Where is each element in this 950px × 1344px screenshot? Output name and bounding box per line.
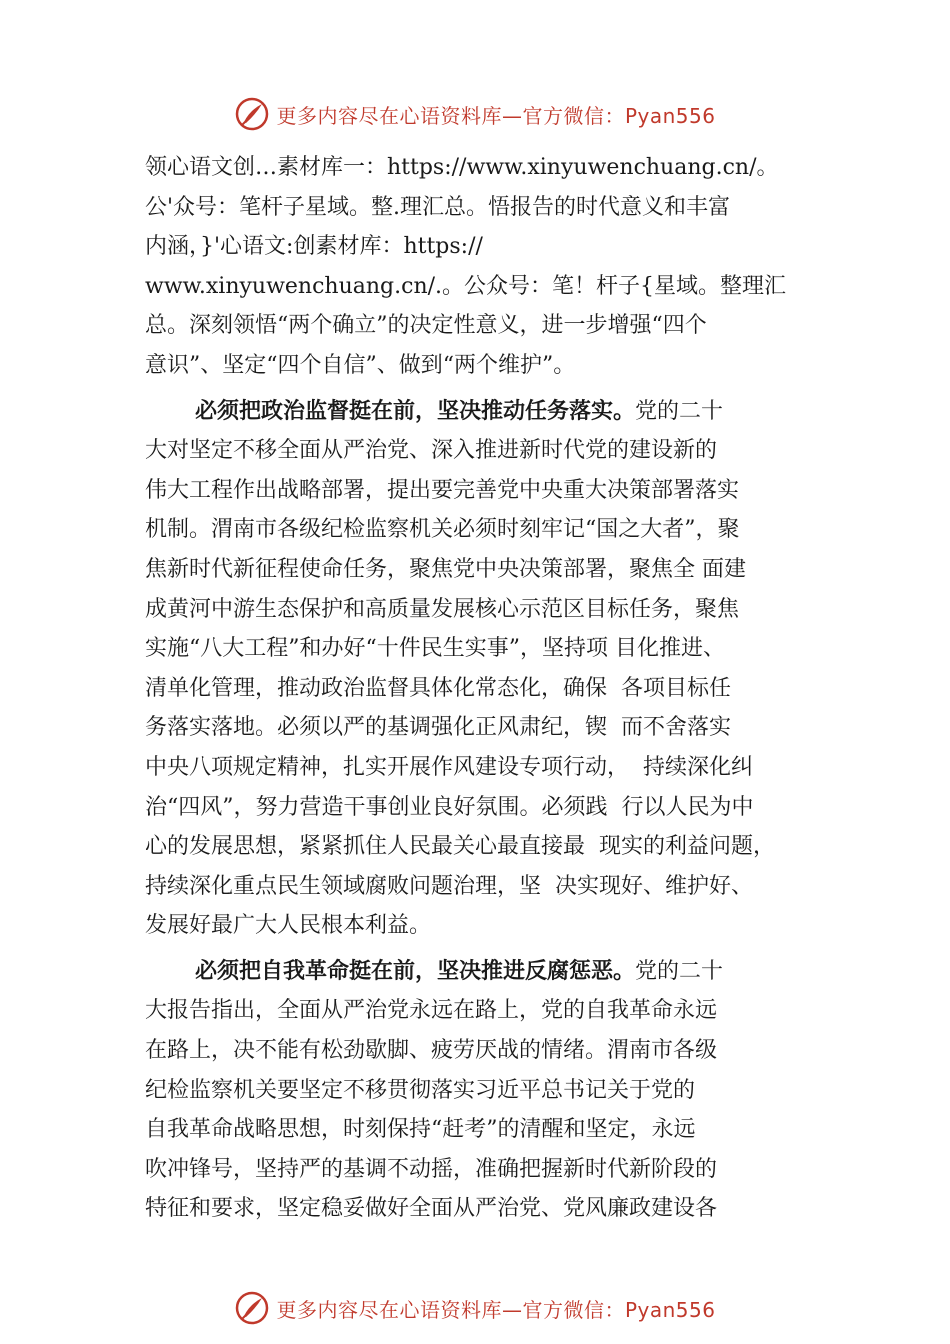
text-line: 纪检监察机关要坚定不移贯彻落实习近平总书记关于党的 <box>145 1077 696 1103</box>
text-line: 大对坚定不移全面从严治党、深入推进新时代党的建设新的 <box>145 438 718 464</box>
text-line: 总。深刻领悟“两个确立”的决定性意义，进一步增强“四个 <box>145 313 707 339</box>
text-line: 吹冲锋号，坚持严的基调不动摇，准确把握新时代新阶段的 <box>145 1156 718 1182</box>
paragraph-3 <box>145 952 845 1229</box>
text-line: 特征和要求，坚定稳妥做好全面从严治党、党风廉政建设各 <box>145 1196 718 1222</box>
header-banner-text: 更多内容尽在心语资料库—官方微信：Pyan556 <box>276 103 716 128</box>
text-line: 公'众号：笔杆子星域。整.理汇总。悟报告的时代意义和丰富 <box>145 194 731 220</box>
text-line: 领心语文创…素材库一：https://www.xinyuwenchuang.cn/。 <box>145 155 779 180</box>
text-line: 发展好最广大人民根本利益。 <box>145 913 432 939</box>
paragraph-2 <box>145 392 845 946</box>
text-line: 心的发展思想，紧紧抓住人民最关心最直接最 现实的利益问题， <box>145 834 775 860</box>
text-line: 务落实落地。必须以严的基调强化正风肃纪，锲 而不舍落实 <box>145 715 731 741</box>
paragraph-2-lead: 党的二十 <box>635 398 724 424</box>
quill-seal-icon <box>234 96 270 132</box>
text-line: 自我革命战略思想，时刻保持“赶考”的清醒和坚定，永远 <box>145 1117 696 1143</box>
text-line: 成黄河中游生态保护和高质量发展核心示范区目标任务，聚焦 <box>145 596 740 622</box>
text-line: 中央八项规定精神，扎实开展作风建设专项行动， 持续深化纠 <box>145 754 753 780</box>
text-line: 实施“八大工程”和办好“十件民生实事”，坚持项 目化推进、 <box>145 636 725 662</box>
quill-seal-icon <box>234 1290 270 1326</box>
paragraph-3-heading: 必须把自我革命挺在前，坚决推进反腐惩恶。 <box>195 958 636 984</box>
text-line: 伟大工程作出战略部署，提出要完善党中央重大决策部署落实 <box>145 477 740 503</box>
text-line: 内涵，}'心语文:创素材库：https:// <box>145 234 483 260</box>
paragraph-1 <box>145 148 845 386</box>
text-line: 意识”、坚定“四个自信”、做到“两个维护”。 <box>145 352 576 378</box>
paragraph-2-first-line <box>145 392 845 432</box>
text-line: 在路上，决不能有松劲歇脚、疲劳厌战的情绪。渭南市各级 <box>145 1038 718 1064</box>
text-line: 持续深化重点民生领域腐败问题治理，坚 决实现好、维护好、 <box>145 873 753 899</box>
footer-banner-text: 更多内容尽在心语资料库—官方微信：Pyan556 <box>276 1297 716 1322</box>
footer-banner <box>0 1286 950 1330</box>
text-line: 大报告指出，全面从严治党永远在路上，党的自我革命永远 <box>145 998 718 1024</box>
paragraph-3-lead: 党的二十 <box>635 958 724 984</box>
text-line: 机制。渭南市各级纪检监察机关必须时刻牢记“国之大者”，聚 <box>145 517 740 543</box>
text-line: 治“四风”，努力营造干事创业良好氛围。必须践 行以人民为中 <box>145 794 754 820</box>
document-body <box>145 148 845 1229</box>
text-line: 清单化管理，推动政治监督具体化常态化，确保 各项目标任 <box>145 675 731 701</box>
paragraph-2-heading: 必须把政治监督挺在前，坚决推动任务落实。 <box>195 398 636 424</box>
header-banner <box>0 92 950 136</box>
text-line: 焦新时代新征程使命任务，聚焦党中央决策部署，聚焦全 面建 <box>145 556 746 582</box>
paragraph-3-first-line <box>145 952 845 992</box>
text-line: www.xinyuwenchuang.cn/.。公众号：笔！杆子{星域。整理汇 <box>145 273 787 299</box>
